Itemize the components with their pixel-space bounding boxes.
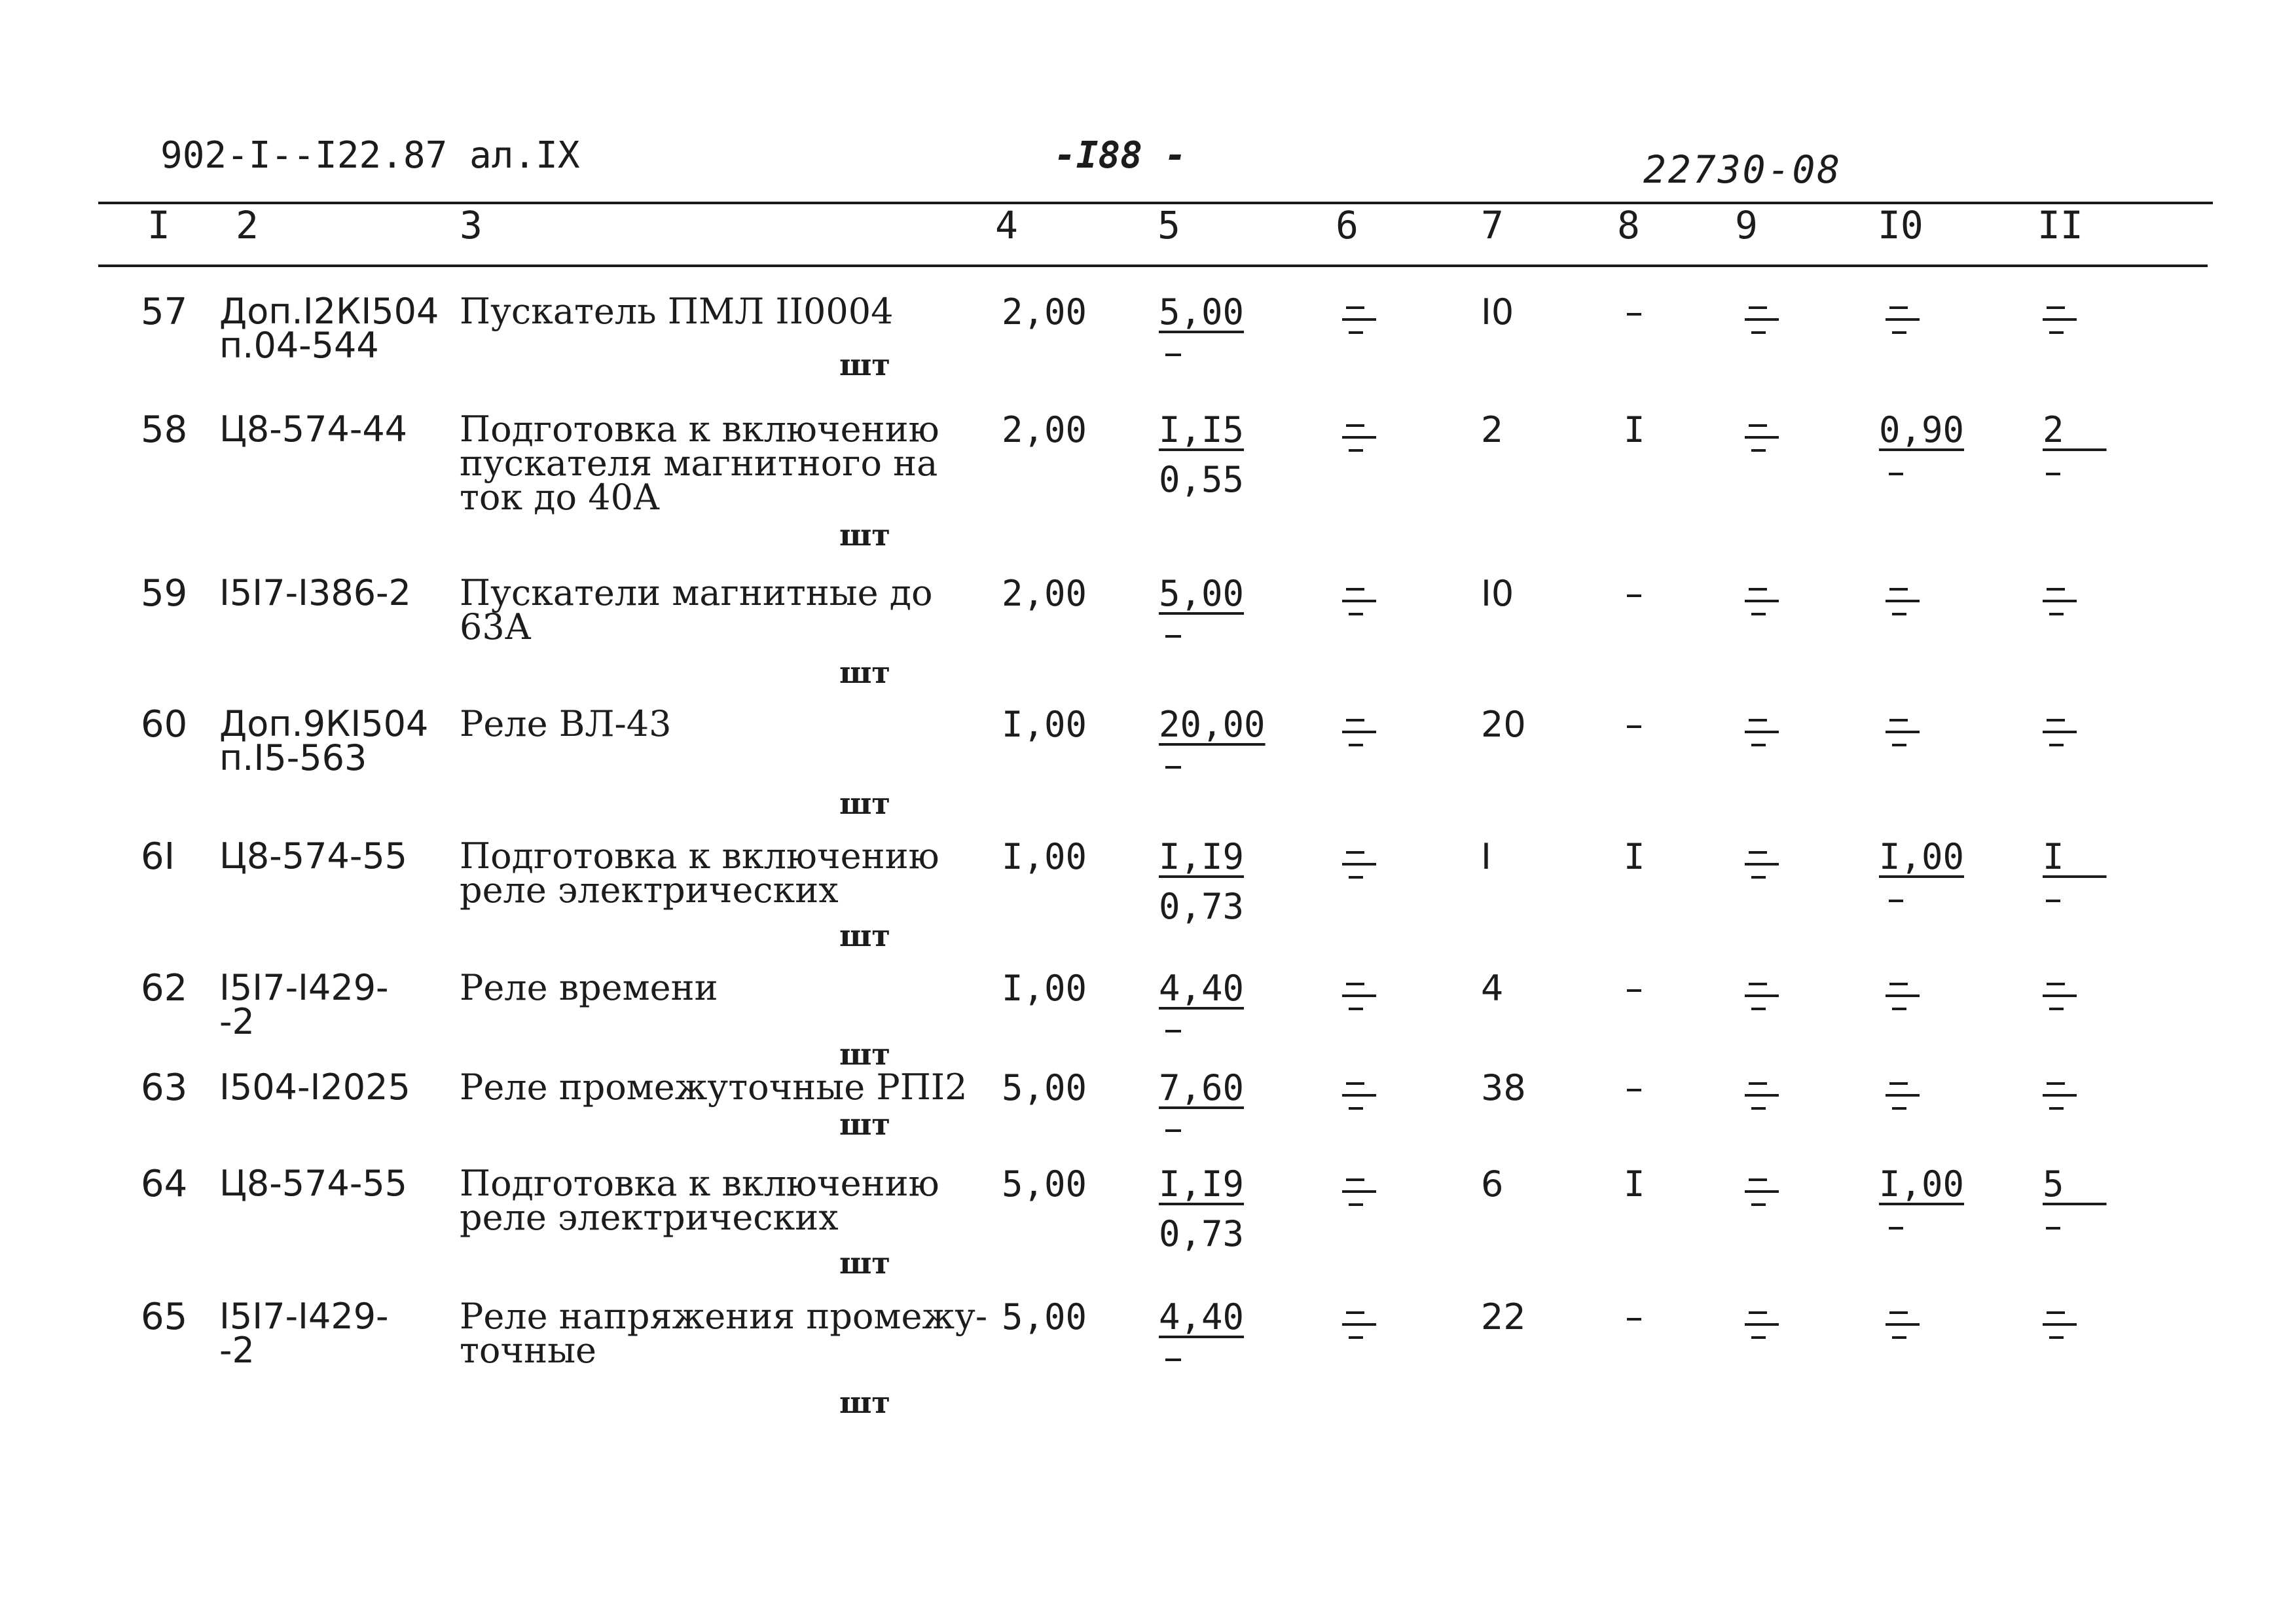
total-cost: 6 (1481, 1163, 1504, 1205)
unit-of-measure: шт (839, 786, 890, 821)
col8-dash (1627, 1089, 1641, 1091)
col10-empty-rule (1886, 994, 1920, 997)
col6-empty-rule (1342, 994, 1376, 997)
unit-cost-wages: 0,55 (1159, 459, 1245, 500)
resource-code-line: -2 (219, 1330, 255, 1371)
work-name-line: Реле времени (460, 967, 718, 1008)
col11-empty-bottom-dash (2049, 331, 2064, 334)
row-number: 60 (141, 703, 188, 746)
unit-cost (1159, 291, 1245, 333)
resource-code (219, 967, 389, 1042)
work-name (460, 1067, 968, 1108)
column-number-6: 6 (1336, 203, 1358, 247)
work-name (460, 1163, 939, 1238)
col9-empty-top-dash (1749, 1082, 1767, 1085)
resource-code (219, 572, 411, 613)
total-cost: 22 (1481, 1296, 1526, 1338)
resource-code-line: Ц8-574-55 (219, 835, 408, 877)
resource-code (219, 1067, 410, 1108)
col9-empty-rule (1745, 731, 1779, 733)
col11-value (2043, 409, 2107, 450)
resource-code (219, 1163, 408, 1204)
col8-value: I (1624, 409, 1645, 450)
col11-top: 5 (2043, 1163, 2107, 1205)
total-cost: 38 (1481, 1067, 1526, 1108)
col6-empty-top-dash (1346, 588, 1364, 591)
col9-empty-bottom-dash (1751, 449, 1766, 452)
col6-empty-bottom-dash (1349, 1203, 1363, 1206)
col11-bottom-dash (2046, 473, 2060, 475)
resource-code (219, 835, 408, 877)
resource-code (219, 703, 429, 778)
col9-empty-bottom-dash (1751, 1008, 1766, 1010)
resource-code-line: I5I7-I429- (219, 967, 389, 1008)
unit-cost-total: 7,60 (1159, 1067, 1245, 1108)
work-name-line: пускателя магнитного на (460, 443, 938, 484)
col10-empty-top-dash (1889, 1082, 1908, 1085)
col11-bottom-dash (2046, 900, 2060, 902)
col9-empty-top-dash (1749, 719, 1767, 721)
col6-empty-rule (1342, 1190, 1376, 1193)
document-code: 902-Ӏ--Ӏ22.87 ал.IX (160, 134, 580, 177)
quantity: 2,00 (1002, 291, 1087, 333)
unit-cost-total: 5,00 (1159, 291, 1245, 333)
work-name (460, 703, 672, 744)
col6-empty-top-dash (1346, 1178, 1364, 1181)
work-name-line: точные (460, 1330, 597, 1371)
work-name-line: Пускатели магнитные до (460, 572, 933, 613)
resource-code-line: п.04-544 (219, 325, 379, 366)
col9-empty-top-dash (1749, 424, 1767, 427)
col8-dash (1627, 1318, 1641, 1321)
col6-empty-top-dash (1346, 424, 1364, 427)
work-name-line: реле электрических (460, 869, 839, 911)
total-cost: I0 (1481, 573, 1514, 614)
col11-empty-top-dash (2047, 588, 2065, 591)
col9-empty-bottom-dash (1751, 744, 1766, 746)
row-number: 64 (141, 1163, 188, 1205)
col6-empty-rule (1342, 436, 1376, 439)
col6-empty-top-dash (1346, 306, 1364, 309)
work-name (460, 291, 894, 332)
unit-cost (1159, 968, 1245, 1009)
col9-empty-top-dash (1749, 1311, 1767, 1314)
col11-empty-rule (2043, 731, 2077, 733)
work-name-line: Реле напряжения промежу- (460, 1296, 988, 1337)
quantity: I,00 (1002, 704, 1087, 745)
work-name (460, 835, 939, 911)
column-number-5: 5 (1157, 203, 1180, 247)
col10-top: I,00 (1879, 1163, 1965, 1205)
work-name-line: 63А (460, 606, 532, 647)
col11-bottom-dash (2046, 1227, 2060, 1230)
row-number: 63 (141, 1067, 188, 1109)
total-cost: I (1481, 836, 1491, 877)
col6-empty-rule (1342, 318, 1376, 321)
col9-empty-bottom-dash (1751, 331, 1766, 334)
col10-empty-rule (1886, 1323, 1920, 1326)
col9-empty-top-dash (1749, 983, 1767, 985)
unit-cost-wages-dash (1165, 354, 1181, 356)
col11-empty-rule (2043, 994, 2077, 997)
col10-empty-bottom-dash (1892, 613, 1906, 615)
col6-empty-rule (1342, 1094, 1376, 1097)
unit-cost-wages: 0,73 (1159, 886, 1245, 927)
resource-code-line: Ц8-574-55 (219, 1163, 408, 1204)
row-number: 65 (141, 1296, 188, 1338)
resource-code (219, 291, 439, 366)
col6-empty-rule (1342, 863, 1376, 866)
col9-empty-rule (1745, 1190, 1779, 1193)
resource-code-line: Ц8-574-44 (219, 409, 408, 450)
col9-empty-rule (1745, 436, 1779, 439)
unit-cost-wages-dash (1165, 1359, 1181, 1361)
col9-empty-top-dash (1749, 1178, 1767, 1181)
column-number-8: 8 (1617, 203, 1640, 247)
page-number: -I88 - (1054, 134, 1187, 177)
total-cost: 4 (1481, 968, 1504, 1009)
col9-empty-bottom-dash (1751, 613, 1766, 615)
col10-empty-rule (1886, 318, 1920, 321)
unit-of-measure: шт (839, 655, 890, 690)
resource-code-line: I5I7-I429- (219, 1296, 389, 1337)
row-number: 58 (141, 409, 188, 451)
col6-empty-top-dash (1346, 1311, 1364, 1314)
unit-cost (1159, 836, 1245, 927)
col9-empty-bottom-dash (1751, 1336, 1766, 1339)
column-number-1: I (147, 203, 170, 247)
col11-value (2043, 1163, 2107, 1205)
col11-top: 2 (2043, 409, 2107, 450)
col11-value (2043, 836, 2107, 877)
column-number-10: I0 (1878, 203, 1923, 247)
unit-cost-wages-dash (1165, 766, 1181, 769)
work-name (460, 967, 718, 1008)
unit-cost-total: I,I9 (1159, 1163, 1245, 1205)
unit-cost (1159, 1163, 1245, 1254)
unit-cost-total: 4,40 (1159, 1296, 1245, 1338)
col10-top: 0,90 (1879, 409, 1965, 450)
unit-cost-wages-dash (1165, 635, 1181, 638)
column-number-9: 9 (1735, 203, 1758, 247)
col10-empty-bottom-dash (1892, 1336, 1906, 1339)
quantity: I,00 (1002, 836, 1087, 877)
col9-empty-rule (1745, 600, 1779, 602)
col6-empty-rule (1342, 600, 1376, 602)
col11-empty-top-dash (2047, 1311, 2065, 1314)
resource-code-line: Доп.9КI504 (219, 703, 429, 744)
col10-bottom-dash (1889, 1227, 1903, 1230)
unit-cost (1159, 704, 1266, 745)
col10-empty-top-dash (1889, 1311, 1908, 1314)
col6-empty-top-dash (1346, 719, 1364, 721)
col9-empty-top-dash (1749, 588, 1767, 591)
col6-empty-top-dash (1346, 1082, 1364, 1085)
col10-empty-top-dash (1889, 588, 1908, 591)
col6-empty-bottom-dash (1349, 1336, 1363, 1339)
work-name (460, 1296, 988, 1371)
col11-empty-top-dash (2047, 1082, 2065, 1085)
resource-code-line: I504-I2025 (219, 1067, 410, 1108)
unit-cost-wages-dash (1165, 1030, 1181, 1032)
resource-code-line: п.I5-563 (219, 737, 367, 778)
col10-empty-top-dash (1889, 983, 1908, 985)
col10-empty-bottom-dash (1892, 1008, 1906, 1010)
col10-empty-top-dash (1889, 719, 1908, 721)
col10-bottom-dash (1889, 473, 1903, 475)
col6-empty-rule (1342, 1323, 1376, 1326)
col10-empty-rule (1886, 731, 1920, 733)
col6-empty-bottom-dash (1349, 449, 1363, 452)
unit-cost-total: I,I9 (1159, 836, 1245, 877)
quantity: I,00 (1002, 968, 1087, 1009)
unit-of-measure: шт (839, 918, 890, 953)
col9-empty-top-dash (1749, 851, 1767, 854)
col11-empty-top-dash (2047, 306, 2065, 309)
col8-value: I (1624, 1163, 1645, 1205)
col10-empty-bottom-dash (1892, 331, 1906, 334)
work-name-line: Подготовка к включению (460, 409, 939, 450)
col11-empty-rule (2043, 1094, 2077, 1097)
unit-of-measure: шт (839, 1106, 890, 1142)
unit-of-measure: шт (839, 1385, 890, 1420)
row-number: 57 (141, 291, 188, 333)
column-number-4: 4 (995, 203, 1018, 247)
col11-empty-bottom-dash (2049, 1336, 2064, 1339)
unit-cost-total: I,I5 (1159, 409, 1245, 450)
work-name-line: Подготовка к включению (460, 1163, 939, 1204)
unit-cost (1159, 1067, 1245, 1108)
col8-dash (1627, 313, 1641, 316)
col8-value: I (1624, 836, 1645, 877)
unit-of-measure: шт (839, 1245, 890, 1281)
col11-empty-rule (2043, 600, 2077, 602)
resource-code (219, 409, 408, 450)
col9-empty-rule (1745, 1094, 1779, 1097)
row-number: 62 (141, 967, 188, 1010)
col6-empty-top-dash (1346, 983, 1364, 985)
unit-cost-total: 5,00 (1159, 573, 1245, 614)
col11-empty-bottom-dash (2049, 1008, 2064, 1010)
col8-dash (1627, 594, 1641, 597)
col11-empty-rule (2043, 318, 2077, 321)
col11-top: I (2043, 836, 2107, 877)
resource-code-line: -2 (219, 1001, 255, 1042)
unit-cost-wages-dash (1165, 1129, 1181, 1132)
col10-empty-bottom-dash (1892, 1107, 1906, 1110)
total-cost: I0 (1481, 291, 1514, 333)
work-name (460, 572, 933, 647)
unit-cost-total: 20,00 (1159, 704, 1266, 745)
col6-empty-top-dash (1346, 851, 1364, 854)
col9-empty-bottom-dash (1751, 1203, 1766, 1206)
column-number-2: 2 (236, 203, 259, 247)
header-bottom-rule (98, 264, 2208, 267)
col8-dash (1627, 725, 1641, 728)
unit-cost (1159, 1296, 1245, 1338)
col11-empty-top-dash (2047, 719, 2065, 721)
resource-code-line: I5I7-I386-2 (219, 572, 411, 613)
col10-empty-rule (1886, 1094, 1920, 1097)
work-name-line: Реле ВЛ-43 (460, 703, 672, 744)
column-number-11: II (2037, 203, 2083, 247)
col11-empty-bottom-dash (2049, 613, 2064, 615)
col9-empty-top-dash (1749, 306, 1767, 309)
total-cost: 20 (1481, 704, 1526, 745)
quantity: 5,00 (1002, 1163, 1087, 1205)
unit-of-measure: шт (839, 1036, 890, 1072)
col11-empty-bottom-dash (2049, 1107, 2064, 1110)
unit-cost (1159, 573, 1245, 614)
col6-empty-bottom-dash (1349, 744, 1363, 746)
work-name-line: Подготовка к включению (460, 835, 939, 877)
col6-empty-rule (1342, 731, 1376, 733)
col10-bottom-dash (1889, 900, 1903, 902)
row-number: 59 (141, 572, 188, 615)
col10-empty-top-dash (1889, 306, 1908, 309)
work-name-line: ток до 40А (460, 477, 660, 518)
col6-empty-bottom-dash (1349, 876, 1363, 879)
work-name-line: Реле промежуточные РПI2 (460, 1067, 968, 1108)
col6-empty-bottom-dash (1349, 331, 1363, 334)
col11-empty-rule (2043, 1323, 2077, 1326)
col6-empty-bottom-dash (1349, 1008, 1363, 1010)
col9-empty-bottom-dash (1751, 876, 1766, 879)
col11-empty-bottom-dash (2049, 744, 2064, 746)
col9-empty-rule (1745, 863, 1779, 866)
quantity: 5,00 (1002, 1067, 1087, 1108)
col10-top: I,00 (1879, 836, 1965, 877)
unit-cost-wages: 0,73 (1159, 1213, 1245, 1254)
col10-value (1879, 409, 1965, 450)
col9-empty-bottom-dash (1751, 1107, 1766, 1110)
quantity: 2,00 (1002, 573, 1087, 614)
col10-value (1879, 1163, 1965, 1205)
col9-empty-rule (1745, 1323, 1779, 1326)
col8-dash (1627, 989, 1641, 992)
col6-empty-bottom-dash (1349, 1107, 1363, 1110)
unit-of-measure: шт (839, 347, 890, 382)
total-cost: 2 (1481, 409, 1504, 450)
work-name-line: реле электрических (460, 1197, 839, 1238)
album-number: 22730-08 (1643, 147, 1842, 192)
resource-code-line: Доп.I2КI504 (219, 291, 439, 332)
col6-empty-bottom-dash (1349, 613, 1363, 615)
col9-empty-rule (1745, 994, 1779, 997)
col10-value (1879, 836, 1965, 877)
column-number-3: 3 (460, 203, 483, 247)
col11-empty-top-dash (2047, 983, 2065, 985)
unit-cost (1159, 409, 1245, 500)
work-name (460, 409, 939, 518)
col10-empty-rule (1886, 600, 1920, 602)
unit-cost-total: 4,40 (1159, 968, 1245, 1009)
quantity: 5,00 (1002, 1296, 1087, 1338)
col9-empty-rule (1745, 318, 1779, 321)
row-number: 6I (141, 835, 175, 878)
unit-of-measure: шт (839, 517, 890, 553)
column-number-7: 7 (1481, 203, 1504, 247)
resource-code (219, 1296, 389, 1371)
quantity: 2,00 (1002, 409, 1087, 450)
col10-empty-bottom-dash (1892, 744, 1906, 746)
work-name-line: Пускатель ПМЛ II0004 (460, 291, 894, 332)
